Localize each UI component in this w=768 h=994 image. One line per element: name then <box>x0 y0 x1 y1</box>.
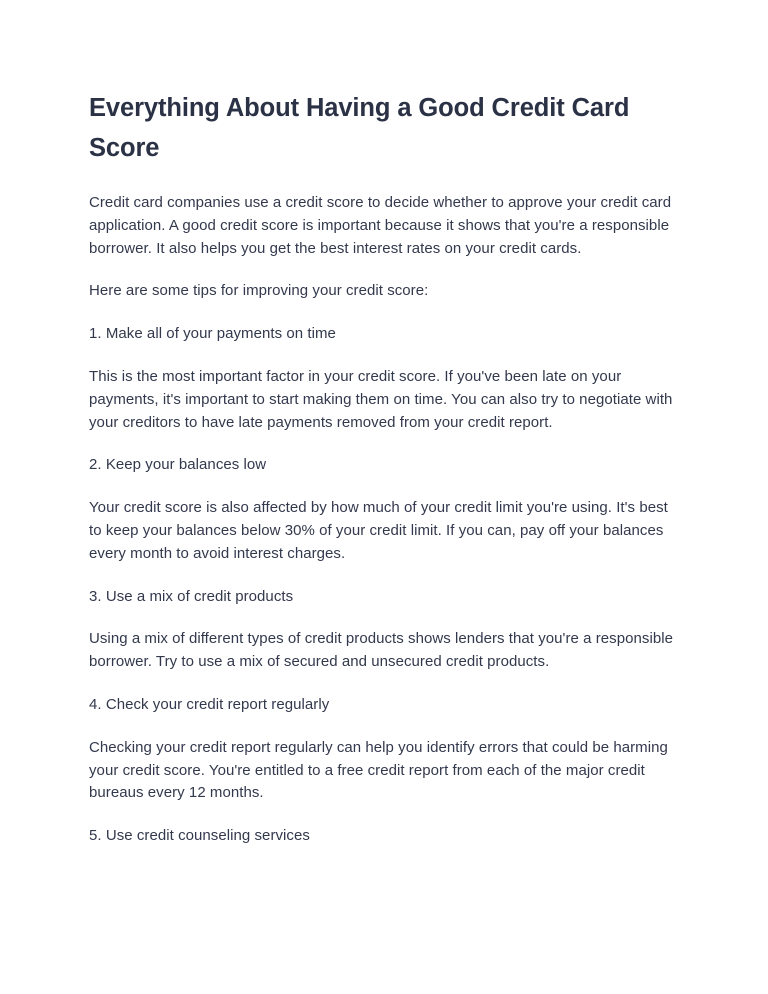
document-content <box>89 88 681 848</box>
tips-lead-in: Here are some tips for improving your credit score: <box>89 282 429 300</box>
tip-heading-3: 3. Use a mix of credit products <box>89 587 294 605</box>
tip-heading-2: 2. Keep your balances low <box>89 456 267 474</box>
tip-heading-5: 5. Use credit counseling services <box>89 827 310 845</box>
tip-heading-1: 1. Make all of your payments on time <box>89 325 336 343</box>
tip-body-1: This is the most important factor in your credit score. If you've been late on your payments, it's important to start making them on time. You can also try to negotiate with your creditors to have late payments removed from your credit report. <box>89 367 673 431</box>
intro-paragraph: Credit card companies use a credit score to decide whether to approve your credit card application. A good credit score is important because it shows that you're a responsible borrower. It also helps you get the best interest rates on your credit cards. <box>89 194 672 257</box>
page-title: Everything About Having a Good Credit Card Score <box>89 94 630 162</box>
tip-heading-4: 4. Check your credit report regularly <box>89 695 330 713</box>
tip-body-4: Checking your credit report regularly can help you identify errors that could be harming your credit score. You're entitled to a free credit report from each of the major credit bureaus every 12 months. <box>89 738 668 802</box>
tip-body-3: Using a mix of different types of credit products shows lenders that you're a responsible borrower. Try to use a mix of secured and unsecured credit products. <box>89 630 673 671</box>
tip-body-2: Your credit score is also affected by how much of your credit limit you're using. It's best to keep your balances below 30% of your credit limit. If you can, pay off your balances every month to avoid interest charges. <box>89 499 668 562</box>
